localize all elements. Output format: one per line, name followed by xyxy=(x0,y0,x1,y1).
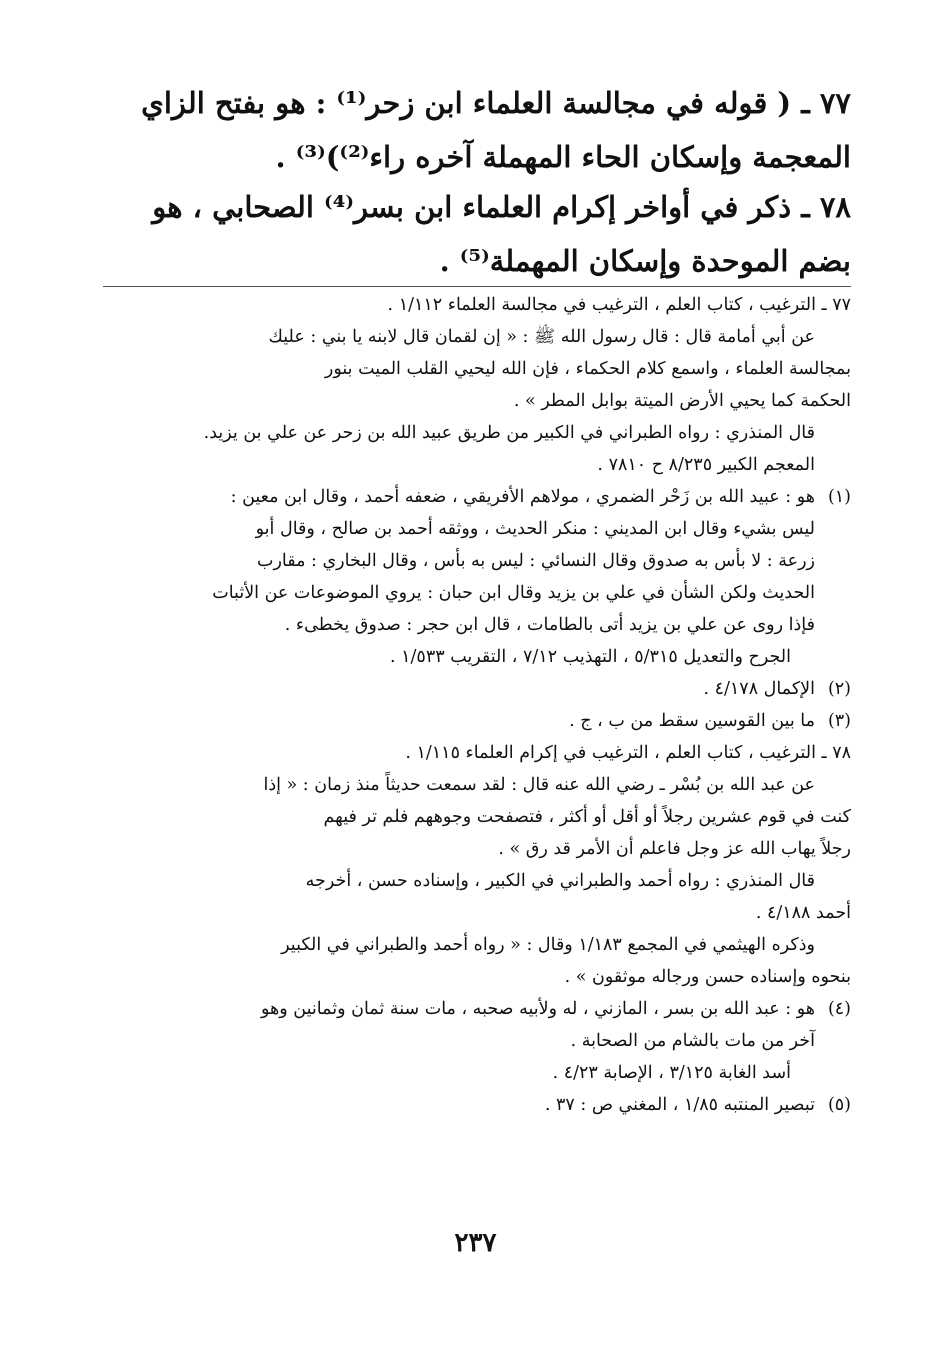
footnote-line xyxy=(103,897,851,929)
entry-78 xyxy=(103,180,851,288)
footnote-marker: (٣) xyxy=(827,711,851,731)
footnote-line xyxy=(103,993,851,1025)
entry-77 xyxy=(103,76,851,184)
footnote-text: الحكمة كما يحيي الأرض الميتة بوابل المطر » . xyxy=(513,391,851,411)
footnote-marker: (٢) xyxy=(827,679,851,699)
footnote-line xyxy=(103,321,851,353)
footnote-text: أحمد ٤/١٨٨ . xyxy=(755,903,851,923)
footnote-text: قال المنذري : رواه الطبراني في الكبير من طريق عبيد الله بن زحر عن علي بن يزيد. xyxy=(203,423,815,443)
footnote-text: عن أبي أمامة قال : قال رسول الله ﷺ : « إن لقمان قال لابنه يا بني : عليك xyxy=(268,327,815,347)
footnote-text: آخر من مات بالشام من الصحابة . xyxy=(570,1031,815,1051)
footnote-line xyxy=(103,1025,851,1057)
footnote-separator xyxy=(103,286,851,287)
footnote-line xyxy=(103,641,851,673)
entry-78-line-2: بضم الموحدة وإسكان المهملة⁽⁵⁾ . xyxy=(439,244,851,278)
footnote-text: ليس بشيء وقال ابن المديني : منكر الحديث ، ووثقه أحمد بن صالح ، وقال أبو xyxy=(255,519,815,539)
footnote-text: رجلاً يهاب الله عز وجل فاعلم أن الأمر قد رق » . xyxy=(498,839,851,859)
footnote-line xyxy=(103,289,851,321)
footnote-line xyxy=(103,449,851,481)
footnote-text: الحديث ولكن الشأن في علي بن يزيد وقال ابن حبان : يروي الموضوعات عن الأثبات xyxy=(212,583,815,603)
footnote-line xyxy=(103,609,851,641)
footnote-text: زرعة : لا بأس به صدوق وقال النسائي : ليس به بأس ، وقال البخاري : مقارب xyxy=(256,551,815,571)
entry-77-line-1: ٧٧ ـ ( قوله في مجالسة العلماء ابن زحر⁽¹⁾ : هو بفتح الزاي xyxy=(141,86,851,120)
footnote-text: وذكره الهيثمي في المجمع ١/١٨٣ وقال : « رواه أحمد والطبراني في الكبير xyxy=(281,935,815,955)
footnotes xyxy=(103,289,851,1121)
footnote-text: بنحوه وإسناده حسن ورجاله موثقون » . xyxy=(564,967,851,987)
footnote-text: كنت في قوم عشرين رجلاً أو أقل أو أكثر ، فتصفحت وجوههم فلم تر فيهم xyxy=(323,807,851,827)
footnote-text: فإذا روى عن علي بن يزيد أتى بالطامات ، قال ابن حجر : صدوق يخطىء . xyxy=(284,615,815,635)
footnote-text: هو : عبد الله بن بسر ، المازني ، له ولأبيه صحبه ، مات سنة ثمان وثمانين وهو xyxy=(261,999,815,1019)
footnote-text: الجرح والتعديل ٥/٣١٥ ، التهذيب ٧/١٢ ، التقريب ١/٥٣٣ . xyxy=(390,647,791,667)
footnote-line xyxy=(103,865,851,897)
footnote-line xyxy=(103,705,851,737)
footnote-line xyxy=(103,385,851,417)
footnote-text: قال المنذري : رواه أحمد والطبراني في الكبير ، وإسناده حسن ، أخرجه xyxy=(305,871,815,891)
footnote-text: أسد الغابة ٣/١٢٥ ، الإصابة ٤/٢٣ . xyxy=(552,1063,791,1083)
footnote-line xyxy=(103,513,851,545)
footnote-line xyxy=(103,961,851,993)
entry-78-line-1: ٧٨ ـ ذكر في أواخر إكرام العلماء ابن بسر⁽⁴⁾ الصحابي ، هو xyxy=(152,190,851,224)
page-number: ٢٣٧ xyxy=(454,1228,497,1258)
footnote-text: الإكمال ٤/١٧٨ . xyxy=(703,679,815,699)
footnote-line xyxy=(103,929,851,961)
footnote-text: تبصير المنتبه ١/٨٥ ، المغني ص : ٣٧ . xyxy=(544,1095,815,1115)
footnote-line xyxy=(103,769,851,801)
footnote-line xyxy=(103,417,851,449)
footnote-line xyxy=(103,1057,851,1089)
footnote-marker: (٥) xyxy=(827,1095,851,1115)
footnote-line xyxy=(103,833,851,865)
footnote-line xyxy=(103,577,851,609)
footnote-text: ٧٧ ـ الترغيب ، كتاب العلم ، الترغيب في مجالسة العلماء ١/١١٢ . xyxy=(387,295,851,315)
footnote-line xyxy=(103,737,851,769)
footnote-text: ما بين القوسين سقط من ب ، ج . xyxy=(569,711,815,731)
footnote-line xyxy=(103,801,851,833)
footnote-text: ٧٨ ـ الترغيب ، كتاب العلم ، الترغيب في إكرام العلماء ١/١١٥ . xyxy=(405,743,851,763)
footnote-marker: (١) xyxy=(827,487,851,507)
footnote-marker: (٤) xyxy=(827,999,851,1019)
footnote-line xyxy=(103,545,851,577)
footnote-line xyxy=(103,1089,851,1121)
entry-77-line-2: المعجمة وإسكان الحاء المهملة آخره راء⁽²⁾)⁽³⁾ . xyxy=(275,140,851,174)
footnote-text: عن عبد الله بن بُسْر ـ رضي الله عنه قال : لقد سمعت حديثاً منذ زمان : « إذا xyxy=(263,775,815,795)
footnote-text: هو : عبيد الله بن زَحْر الضمري ، مولاهم الأفريقي ، ضعفه أحمد ، وقال ابن معين : xyxy=(230,487,815,507)
footnote-line xyxy=(103,353,851,385)
footnote-text: بمجالسة العلماء ، واسمع كلام الحكماء ، فإن الله ليحيي القلب الميت بنور xyxy=(324,359,851,379)
footnote-line xyxy=(103,481,851,513)
footnote-text: المعجم الكبير ٨/٢٣٥ ح ٧٨١٠ . xyxy=(597,455,815,475)
footnote-line xyxy=(103,673,851,705)
